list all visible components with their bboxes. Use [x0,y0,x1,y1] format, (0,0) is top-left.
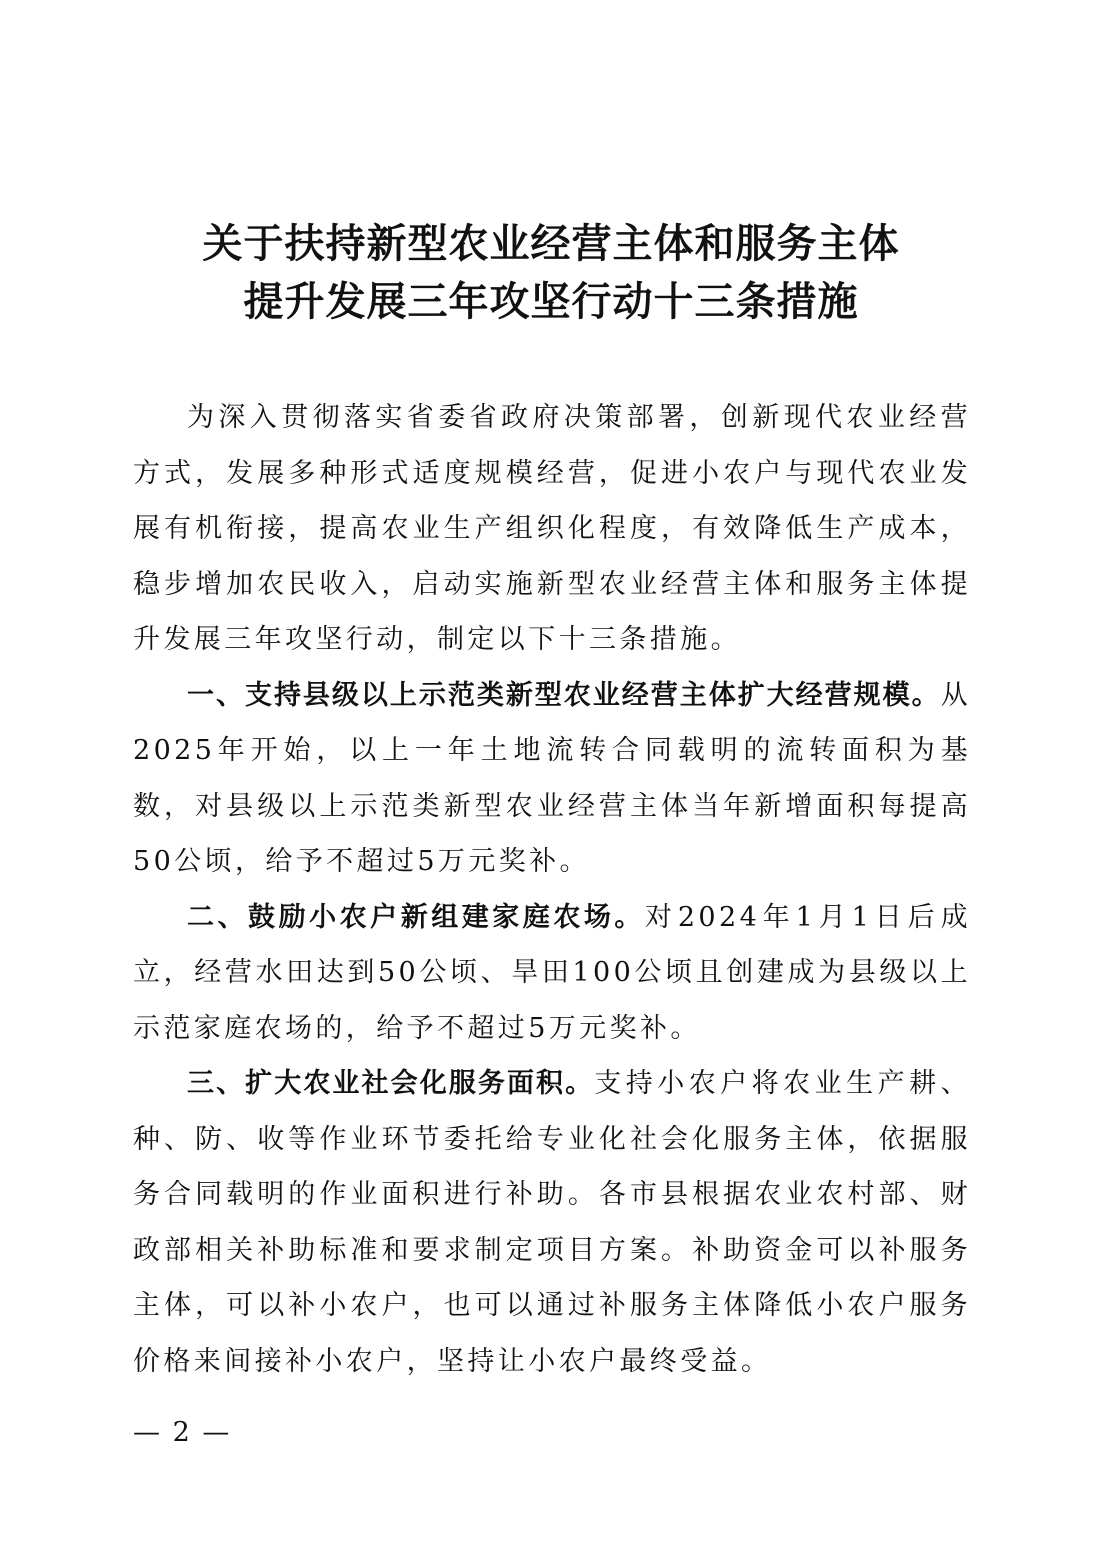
intro-paragraph: 为深入贯彻落实省委省政府决策部署，创新现代农业经营方式，发展多种形式适度规模经营，促进小农户与现代农业发展有机衔接，提高农业生产组织化程度，有效降低生产成本，稳步增加农民收入，启动实施新型农业经营主体和服务主体提升发展三年攻坚行动，制定以下十三条措施。 [133,402,971,655]
measure-heading-2: 二、鼓励小农户新组建家庭农场。 [187,901,645,933]
document-title-line-2: 提升发展三年攻坚行动十三条措施 [243,278,859,325]
measure-text-1: 从2025年开始，以上一年土地流转合同载明的流转面积为基数，对县级以上示范类新型农业经营主体当年新增面积每提高50公顷，给予不超过5万元奖补。 [133,679,971,877]
document-title-line-1: 关于扶持新型农业经营主体和服务主体 [202,220,900,267]
measure-heading-1: 一、支持县级以上示范类新型农业经营主体扩大经营规模。 [187,679,941,711]
measure-text-2: 对2024年1月1日后成立，经营水田达到50公顷、旱田100公顷且创建成为县级以上示范家庭农场的，给予不超过5万元奖补。 [133,901,972,1044]
measure-heading-3: 三、扩大农业社会化服务面积。 [187,1068,595,1099]
measure-paragraph-2 [133,890,971,1057]
measure-paragraph-1 [133,668,971,890]
page-number: — 2 — [133,1417,232,1448]
measure-paragraph-3 [133,1056,971,1389]
document-body [133,390,971,1389]
measure-text-3: 支持小农户将农业生产耕、种、防、收等作业环节委托给专业化社会化服务主体，依据服务合同载明的作业面积进行补助。各市县根据农业农村部、财政部相关补助标准和要求制定项目方案。补助资金可以补服务主体，可以补小农户，也可以通过补服务主体降低小农户服务价格来间接补小农户，坚持让小农户最终受益。 [133,1068,971,1377]
